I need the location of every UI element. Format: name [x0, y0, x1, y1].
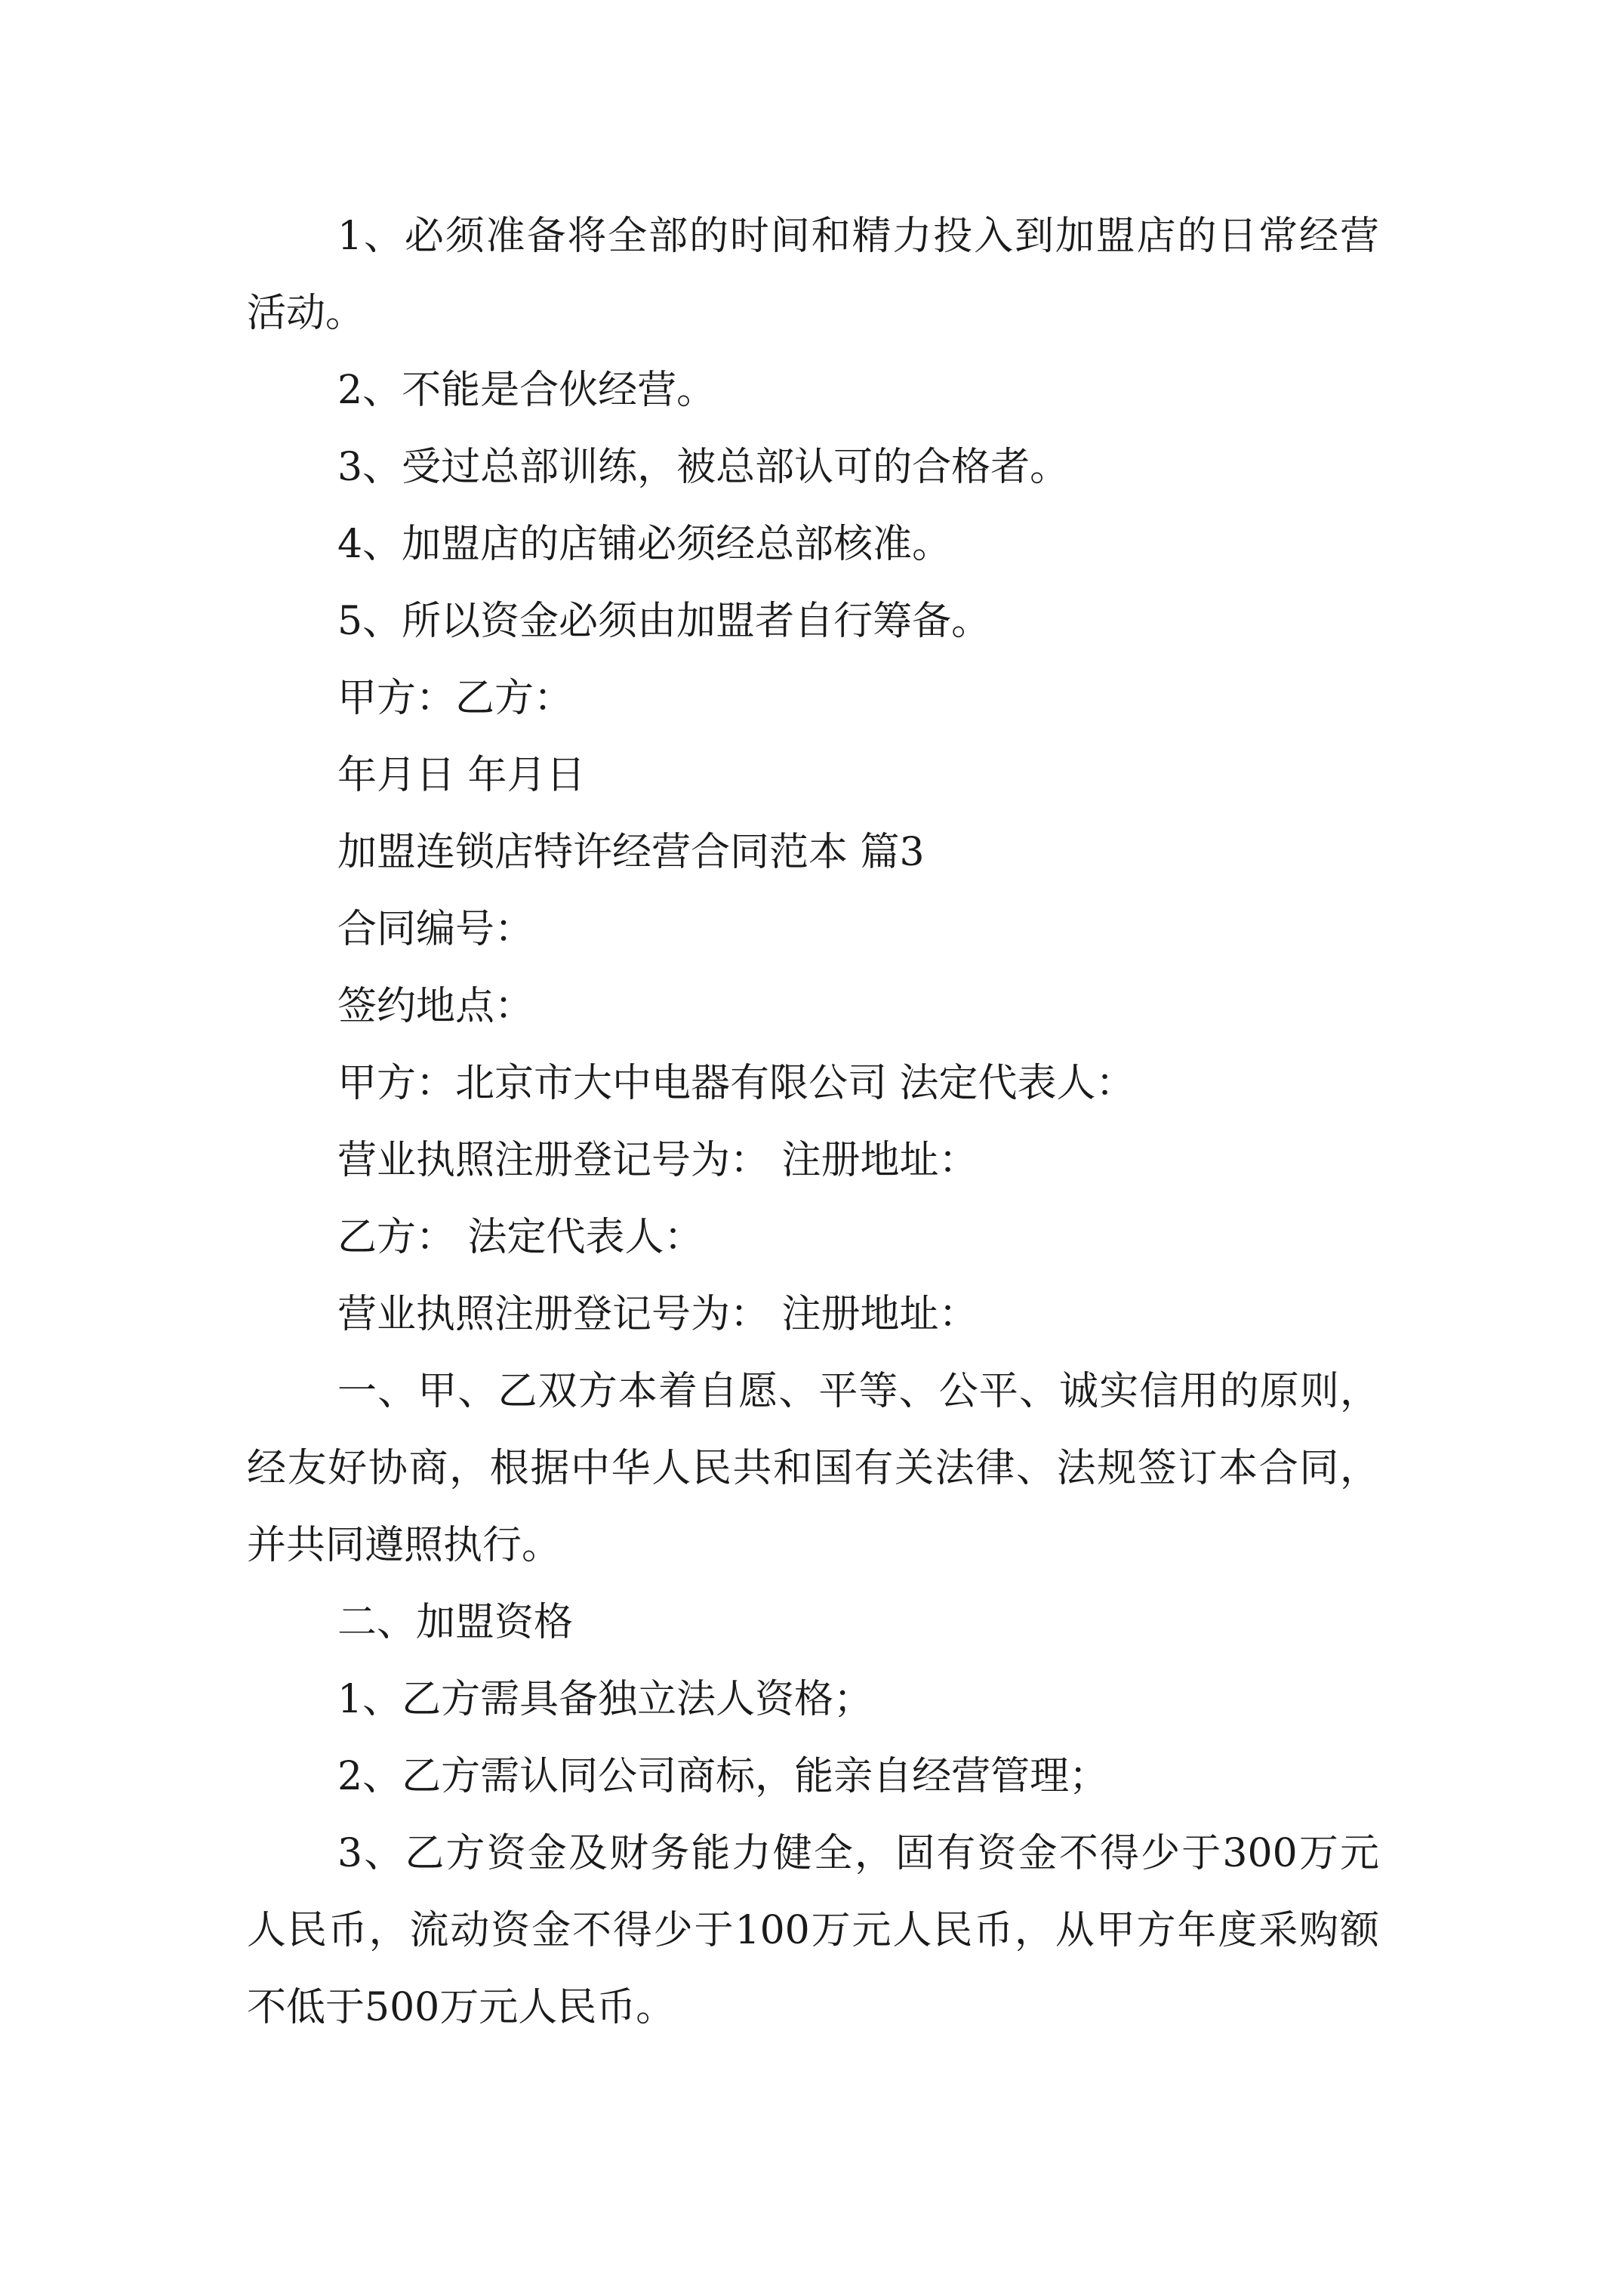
- party-b-registration: 营业执照注册登记号为： 注册地址：: [337, 1292, 978, 1337]
- requirement-4: 4、加盟店的店铺必须经总部核准。: [337, 522, 952, 567]
- qualification-3: 3、乙方资金及财务能力健全，固有资金不得少于300万元人民币，流动资金不得少于100万元人民币，从甲方年度采购额不低于500万元人民币。: [247, 1831, 1379, 2030]
- signing-location: 签约地点：: [337, 984, 534, 1029]
- party-a: 甲方：北京市大中电器有限公司 法定代表人：: [337, 1061, 1135, 1106]
- party-a-registration: 营业执照注册登记号为： 注册地址：: [337, 1138, 978, 1183]
- requirement-3: 3、受过总部训练，被总部认可的合格者。: [337, 445, 1070, 490]
- requirement-5: 5、所以资金必须由加盟者自行筹备。: [337, 599, 991, 644]
- requirement-2: 2、不能是合伙经营。: [337, 368, 716, 413]
- contract-number: 合同编号：: [337, 907, 534, 952]
- party-b: 乙方： 法定代表人：: [337, 1215, 704, 1260]
- clause-1: 一、甲、乙双方本着自愿、平等、公平、诚实信用的原则，经友好协商，根据中华人民共和国有关法律、法规签订本合同，并共同遵照执行。: [247, 1369, 1379, 1568]
- document-body: [247, 198, 1379, 2046]
- qualification-1: 1、乙方需具备独立法人资格；: [337, 1677, 873, 1722]
- clause-2-heading: 二、加盟资格: [337, 1600, 574, 1645]
- section-heading: 加盟连锁店特许经营合同范本 篇3: [337, 830, 925, 875]
- qualification-2: 2、乙方需认同公司商标，能亲自经营管理；: [337, 1754, 1109, 1799]
- signature-parties: 甲方：乙方：: [337, 676, 574, 721]
- signature-dates: 年月日 年月日: [337, 753, 586, 798]
- requirement-1: 1、必须准备将全部的时间和精力投入到加盟店的日常经营活动。: [247, 214, 1379, 336]
